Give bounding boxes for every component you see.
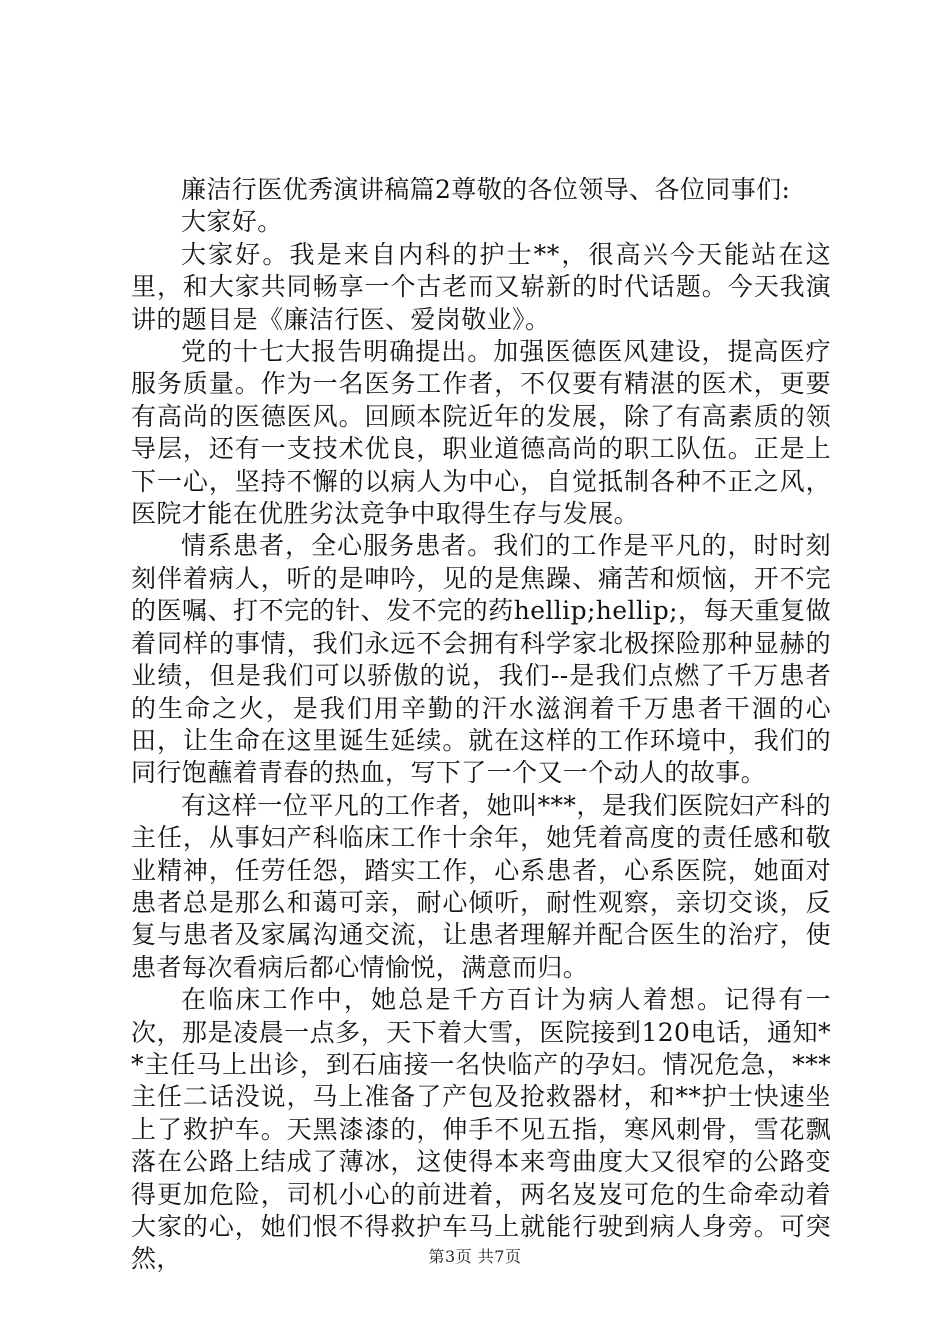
paragraph-clinical-work: 在临床工作中，她总是千方百计为病人着想。记得有一次，那是凌晨一点多，天下着大雪，医院接到120电话，通知**主任马上出诊，到石庙接一名快临产的孕妇。情况危急，***主任二话没说，马上准备了产包及抢救器材，和**护士快速坐上了救护车。天黑漆漆的，伸手不见五指，寒风刺骨，雪花飘落在公路上结成了薄冰，这使得本来弯曲度大又很窄的公路变得更加危险，司机小心的前进着，两名岌岌可危的生命牵动着大家的心，她们恨不得救护车马上就能行驶到病人身旁。可突然，	[131, 985, 831, 1274]
paragraph-party-report: 党的十七大报告明确提出。加强医德医风建设，提高医疗服务质量。作为一名医务工作者，不仅要有精湛的医术，更要有高尚的医德医风。回顾本院近年的发展，除了有高素质的领导层，还有一支技术优良，职业道德高尚的职工队伍。正是上下一心，坚持不懈的以病人为中心，自觉抵制各种不正之风，医院才能在优胜劣汰竞争中取得生存与发展。	[131, 337, 831, 529]
paragraph-serve-patients: 情系患者，全心服务患者。我们的工作是平凡的，时时刻刻伴着病人，听的是呻吟，见的是焦躁、痛苦和烦恼，开不完的医嘱、打不完的针、发不完的药hellip;hellip;，每天重复做着同样的事情，我们永远不会拥有科学家北极探险那种显赫的业绩，但是我们可以骄傲的说，我们--是我们点燃了千万患者的生命之火，是我们用辛勤的汗水滋润着千万患者干涸的心田，让生命在这里诞生延续。就在这样的工作环境中，我们的同行饱蘸着青春的热血，写下了一个又一个动人的故事。	[131, 531, 831, 788]
paragraph-title-greeting: 廉洁行医优秀演讲稿篇2尊敬的各位领导、各位同事们:	[181, 175, 791, 204]
paragraph-introduction: 大家好。我是来自内科的护士**，很高兴今天能站在这里，和大家共同畅享一个古老而又崭新的时代话题。今天我演讲的题目是《廉洁行医、爱岗敬业》。	[131, 239, 831, 334]
paragraph-hello: 大家好。	[181, 207, 283, 237]
paragraph-ordinary-worker: 有这样一位平凡的工作者，她叫***，是我们医院妇产科的主任，从事妇产科临床工作十余年，她凭着高度的责任感和敬业精神，任劳任怨，踏实工作，心系患者，心系医院，她面对患者总是那么和蔼可亲，耐心倾听，耐性观察，亲切交谈，反复与患者及家属沟通交流，让患者理解并配合医生的治疗，使患者每次看病后都心情愉悦，满意而归。	[131, 790, 831, 982]
page-number-footer: 第3页 共7页	[428, 1247, 522, 1266]
document-body	[131, 174, 831, 1276]
